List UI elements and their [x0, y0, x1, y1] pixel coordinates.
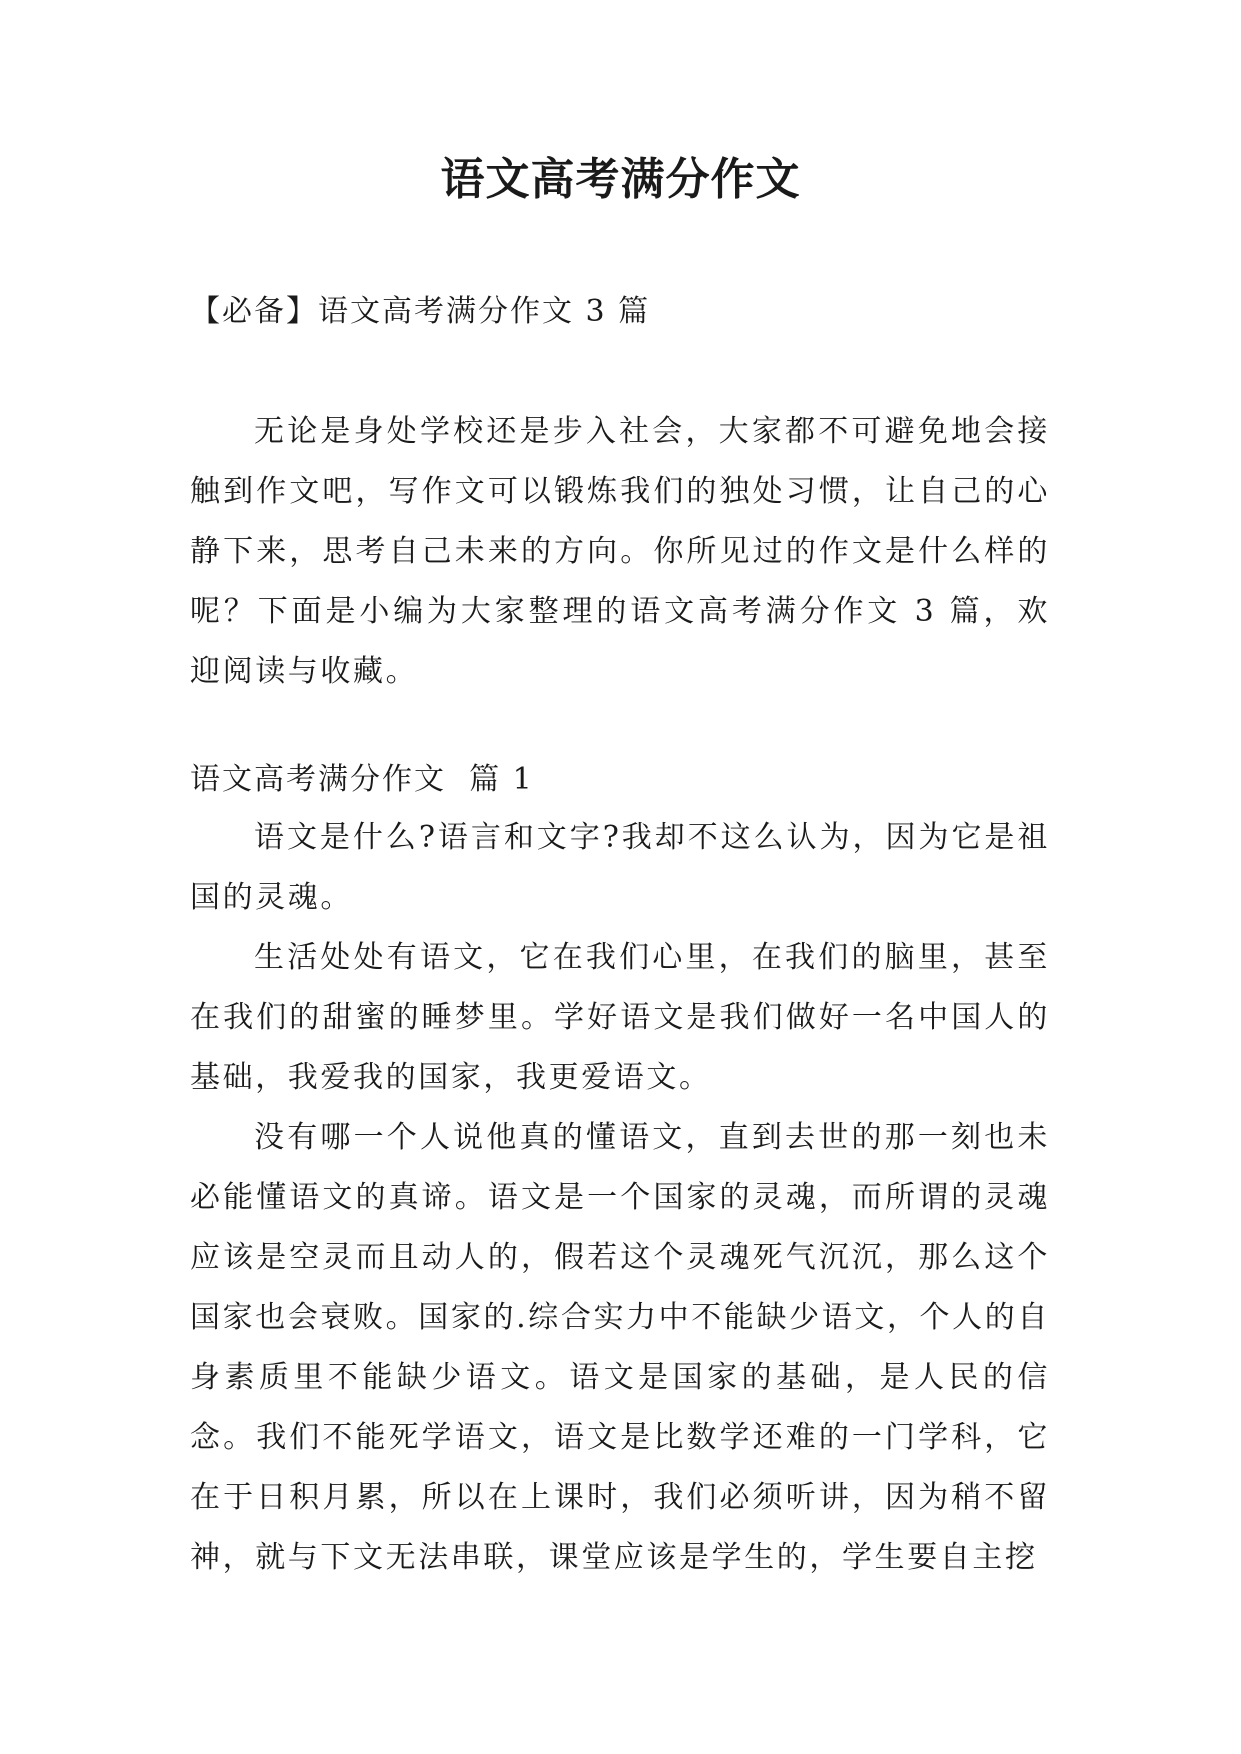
- intro-paragraph: 无论是身处学校还是步入社会，大家都不可避免地会接触到作文吧，写作文可以锻炼我们的独处习惯，让自己的心静下来，思考自己未来的方向。你所见过的作文是什么样的呢？下面是小编为大家整理的语文高考满分作文 3 篇，欢迎阅读与收藏。: [190, 414, 1050, 689]
- document-subtitle: 【必备】语文高考满分作文 3 篇: [190, 294, 651, 329]
- essay-paragraph-1: 语文是什么?语言和文字?我却不这么认为，因为它是祖国的灵魂。: [190, 820, 1050, 915]
- intro-block: [190, 402, 1050, 702]
- essay-paragraph-3: 没有哪一个人说他真的懂语文，直到去世的那一刻也未必能懂语文的真谛。语文是一个国家的灵魂，而所谓的灵魂应该是空灵而且动人的，假若这个灵魂死气沉沉，那么这个国家也会衰败。国家的.综合实力中不能缺少语文，个人的自身素质里不能缺少语文。语文是国家的基础，是人民的信念。我们不能死学语文，语文是比数学还难的一门学科，它在于日积月累，所以在上课时，我们必须听讲，因为稍不留神，就与下文无法串联，课堂应该是学生的，学生要自主挖: [190, 1120, 1050, 1575]
- essay-body: [190, 808, 1050, 1588]
- document-title: 语文高考满分作文: [440, 154, 801, 205]
- essay-paragraph-2: 生活处处有语文，它在我们心里，在我们的脑里，甚至在我们的甜蜜的睡梦里。学好语文是我们做好一名中国人的基础，我爱我的国家，我更爱语文。: [190, 940, 1050, 1095]
- section-heading: 语文高考满分作文 篇 1: [190, 762, 534, 797]
